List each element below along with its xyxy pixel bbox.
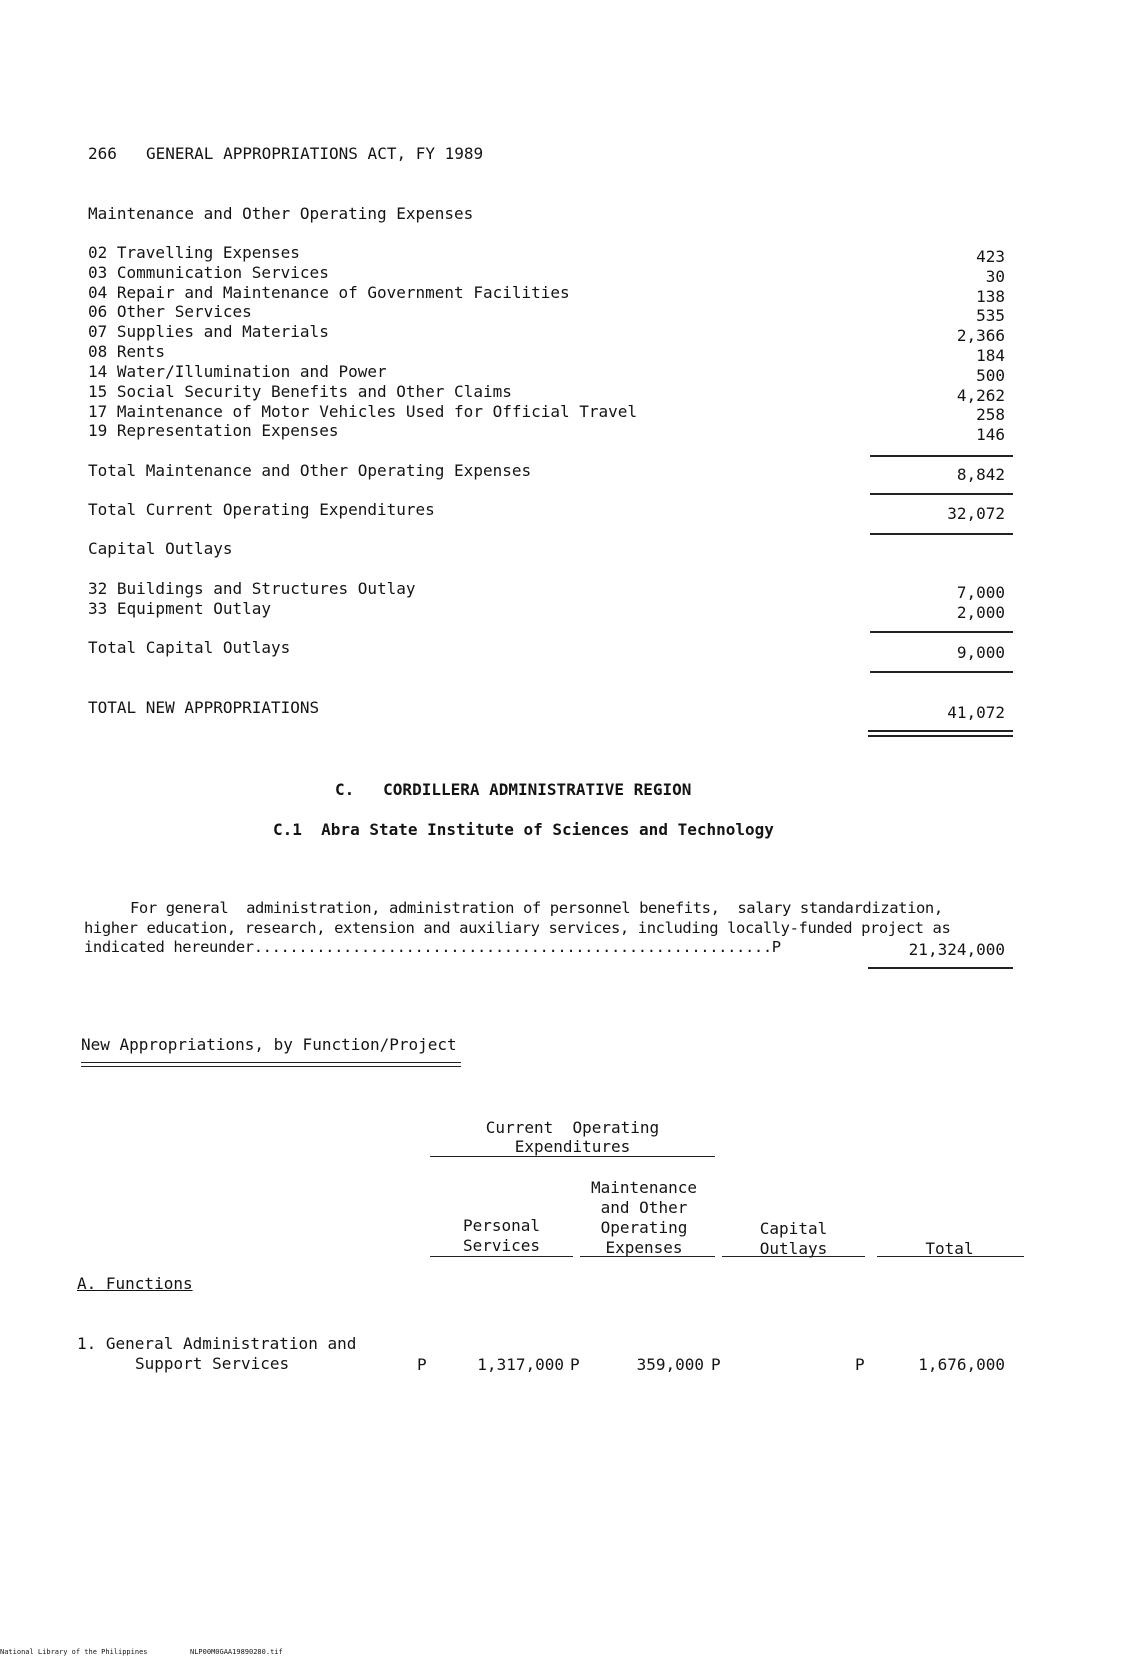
mooe-value: 359,000 — [636, 1355, 704, 1374]
by-function-heading: New Appropriations, by Function/Project — [81, 1035, 457, 1054]
col-capital-outlays-2: Outlays — [759, 1239, 828, 1258]
heading-rule-top — [81, 1062, 461, 1063]
current-total-value: 32,072 — [947, 504, 1005, 523]
line-item-label: 07 Supplies and Materials — [88, 322, 329, 341]
col-personal-services-1: Personal — [462, 1216, 541, 1235]
line-item-value: 4,262 — [956, 386, 1005, 405]
col-rule — [580, 1256, 715, 1257]
capital-total-label: Total Capital Outlays — [88, 638, 291, 657]
col-group-rule — [430, 1156, 715, 1157]
line-item-value: 184 — [976, 346, 1005, 365]
footer-file: NLP00M0GAA19890280.tif — [190, 1648, 283, 1656]
line-item-value: 30 — [985, 267, 1005, 286]
subtotal-rule — [870, 631, 1013, 633]
col-mooe-4: Expenses — [605, 1238, 683, 1257]
double-rule-bottom — [868, 735, 1013, 737]
institution-title: C.1 Abra State Institute of Sciences and Technology — [273, 820, 774, 839]
purpose-line-2: higher education, research, extension and auxiliary services, including locally-funded project as — [84, 919, 951, 937]
peso-sign: P — [570, 1355, 580, 1374]
peso-sign: P — [711, 1355, 721, 1374]
col-mooe-3: Operating — [600, 1218, 688, 1237]
subtotal-rule — [870, 493, 1013, 495]
col-capital-outlays-1: Capital — [759, 1219, 828, 1238]
purpose-line-1: For general administration, administration of personnel benefits, salary standardization, — [130, 899, 943, 917]
subtotal-rule — [870, 455, 1013, 457]
line-item-value: 535 — [976, 306, 1005, 325]
subtotal-rule — [870, 533, 1013, 535]
col-personal-services-2: Services — [462, 1236, 541, 1255]
line-item-label: 04 Repair and Maintenance of Government Facilities — [88, 283, 570, 302]
col-rule — [722, 1256, 865, 1257]
line-item-value: 258 — [976, 405, 1005, 424]
new-appropriations-value: 41,072 — [947, 703, 1005, 722]
line-item-label: 08 Rents — [88, 342, 166, 361]
mooe-heading: Maintenance and Other Operating Expenses — [88, 204, 474, 223]
col-total: Total — [925, 1239, 974, 1258]
line-item-label: 32 Buildings and Structures Outlay — [88, 579, 416, 598]
double-rule-top — [868, 730, 1013, 732]
heading-rule-bottom — [81, 1066, 461, 1067]
footer-library: National Library of the Philippines — [0, 1648, 148, 1656]
current-total-label: Total Current Operating Expenditures — [88, 500, 435, 519]
line-item-label: 19 Representation Expenses — [88, 421, 339, 440]
amount-rule — [868, 967, 1013, 969]
col-rule — [430, 1256, 573, 1257]
line-item-label: 03 Communication Services — [88, 263, 329, 282]
total-value: 1,676,000 — [918, 1355, 1005, 1374]
functions-section-heading: A. Functions — [77, 1274, 193, 1293]
line-item-label: 14 Water/Illumination and Power — [88, 362, 387, 381]
capital-total-value: 9,000 — [956, 643, 1005, 662]
subtotal-rule — [870, 671, 1013, 673]
line-item-value: 2,366 — [956, 326, 1005, 345]
line-item-value: 423 — [976, 247, 1005, 266]
col-rule — [877, 1256, 1024, 1257]
col-group-expenditures: Expenditures — [514, 1137, 631, 1156]
line-item-label: 02 Travelling Expenses — [88, 243, 300, 262]
col-mooe-1: Maintenance — [591, 1178, 697, 1197]
capital-heading: Capital Outlays — [88, 539, 233, 558]
line-item-label: 17 Maintenance of Motor Vehicles Used for Official Travel — [88, 402, 638, 421]
purpose-line-3: indicated hereunder..........................................................P — [84, 938, 781, 956]
page-number: 266 — [88, 144, 117, 163]
page-header-title: GENERAL APPROPRIATIONS ACT, FY 1989 — [146, 144, 484, 163]
line-item-label: 33 Equipment Outlay — [88, 599, 272, 618]
row-label-line-2: Support Services — [135, 1354, 290, 1373]
line-item-value: 146 — [976, 425, 1005, 444]
personal-services-value: 1,317,000 — [477, 1355, 564, 1374]
line-item-label: 06 Other Services — [88, 302, 252, 321]
peso-sign: P — [855, 1355, 865, 1374]
mooe-total-value: 8,842 — [956, 465, 1005, 484]
col-group-current-operating: Current Operating — [485, 1118, 660, 1137]
mooe-total-label: Total Maintenance and Other Operating Expenses — [88, 461, 532, 480]
col-mooe-2: and Other — [600, 1198, 688, 1217]
line-item-value: 500 — [976, 366, 1005, 385]
line-item-value: 2,000 — [956, 603, 1005, 622]
line-item-value: 138 — [976, 287, 1005, 306]
purpose-amount: 21,324,000 — [908, 940, 1005, 959]
region-title: C. CORDILLERA ADMINISTRATIVE REGION — [335, 780, 692, 799]
line-item-value: 7,000 — [956, 583, 1005, 602]
row-label-line-1: 1. General Administration and — [77, 1334, 357, 1353]
line-item-label: 15 Social Security Benefits and Other Claims — [88, 382, 512, 401]
new-appropriations-label: TOTAL NEW APPROPRIATIONS — [88, 698, 320, 717]
peso-sign: P — [417, 1355, 427, 1374]
